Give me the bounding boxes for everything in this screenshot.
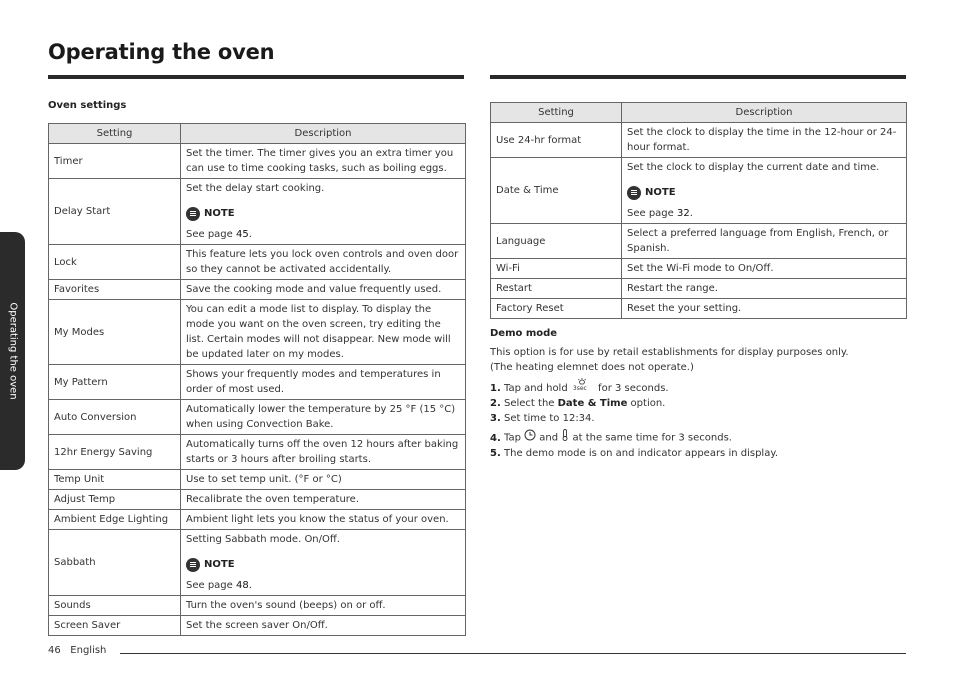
setting-description [622, 279, 907, 299]
table-row [491, 279, 907, 299]
table-row [49, 435, 466, 470]
note-prefix: See page [186, 580, 236, 591]
list-item [490, 411, 910, 426]
light-3sec-icon [571, 377, 595, 393]
setting-description [622, 299, 907, 319]
table-row [49, 280, 466, 300]
setting-description [181, 179, 466, 245]
setting-description [181, 510, 466, 530]
table-header-row [491, 103, 907, 123]
table-row [49, 470, 466, 490]
step-number: 2. [490, 398, 501, 409]
description-text: Ambient light lets you know the status of your oven. [186, 514, 449, 525]
note-label [627, 185, 901, 200]
table-row [49, 179, 466, 245]
setting-description [622, 224, 907, 259]
table-row [49, 530, 466, 596]
clock-icon [524, 429, 536, 446]
oven-settings-table [48, 123, 466, 636]
setting-description [181, 435, 466, 470]
setting-name: Auto Conversion [49, 400, 181, 435]
footer-language: English [70, 645, 107, 656]
step-text: for 3 seconds. [594, 383, 669, 394]
table-row [49, 510, 466, 530]
setting-name: Language [491, 224, 622, 259]
page-reference-link[interactable]: 45 [236, 229, 249, 240]
step-text: option. [627, 398, 666, 409]
setting-name: Favorites [49, 280, 181, 300]
table-row [491, 158, 907, 224]
description-text: Automatically lower the temperature by 25 °F (15 °C) when using Convection Bake. [186, 404, 456, 430]
column-header-description: Description [181, 124, 466, 144]
setting-name: Sabbath [49, 530, 181, 596]
description-text: You can edit a mode list to display. To display the mode you want on the oven screen, try editing the list. Certain modes will not disappear. New mode will be updated later on my modes. [186, 304, 451, 360]
description-text: Set the clock to display the current date and time. [627, 162, 880, 173]
list-item [490, 446, 910, 461]
description-text: Select a preferred language from English, French, or Spanish. [627, 228, 889, 254]
column-header-description: Description [622, 103, 907, 123]
setting-name: Date & Time [491, 158, 622, 224]
note-reference [186, 227, 460, 242]
list-item [490, 381, 910, 396]
note-icon [186, 207, 200, 221]
note-suffix: . [689, 208, 693, 219]
page-reference-link[interactable]: 48 [236, 580, 249, 591]
list-item [490, 396, 910, 411]
step-text: and [536, 432, 562, 444]
note-prefix: See page [627, 208, 677, 219]
setting-name: Restart [491, 279, 622, 299]
table-row [49, 365, 466, 400]
setting-description [181, 470, 466, 490]
list-item [490, 429, 910, 446]
setting-name: Screen Saver [49, 616, 181, 636]
page-reference-link[interactable]: 32 [677, 208, 690, 219]
setting-name: Lock [49, 245, 181, 280]
step-number: 5. [490, 448, 501, 459]
note-label [186, 206, 460, 221]
note-prefix: See page [186, 229, 236, 240]
setting-name: Timer [49, 144, 181, 179]
setting-description [181, 530, 466, 596]
setting-description [181, 616, 466, 636]
setting-name: Factory Reset [491, 299, 622, 319]
note-suffix: . [248, 229, 252, 240]
demo-mode-heading: Demo mode [490, 328, 558, 339]
description-text: Set the Wi-Fi mode to On/Off. [627, 263, 774, 274]
description-text: Save the cooking mode and value frequently used. [186, 284, 442, 295]
demo-mode-section [490, 328, 910, 461]
column-header-setting: Setting [49, 124, 181, 144]
page-title: Operating the oven [48, 40, 275, 64]
note-icon [627, 186, 641, 200]
table-header-row [49, 124, 466, 144]
description-text: This feature lets you lock oven controls and oven door so they cannot be activated accidentally. [186, 249, 459, 275]
option-name: Date & Time [557, 398, 628, 409]
setting-name: Delay Start [49, 179, 181, 245]
setting-description [181, 245, 466, 280]
note-text: NOTE [204, 559, 235, 570]
step-number: 4. [490, 432, 501, 444]
table-row [49, 616, 466, 636]
general-settings-table [490, 102, 907, 319]
step-text: Tap [504, 432, 525, 444]
step-text: Set time to 12:34. [504, 413, 595, 424]
setting-description [181, 400, 466, 435]
page-number: 46 [48, 645, 61, 656]
table-row [49, 490, 466, 510]
note-text: NOTE [204, 208, 235, 219]
description-text: Recalibrate the oven temperature. [186, 494, 360, 505]
setting-name: Temp Unit [49, 470, 181, 490]
description-text: Restart the range. [627, 283, 718, 294]
setting-description [181, 365, 466, 400]
title-rule-left [48, 75, 464, 79]
description-text: Setting Sabbath mode. On/Off. [186, 534, 340, 545]
setting-description [181, 490, 466, 510]
table-row [491, 224, 907, 259]
setting-description [181, 300, 466, 365]
setting-description [622, 123, 907, 158]
setting-name: 12hr Energy Saving [49, 435, 181, 470]
step-text: The demo mode is on and indicator appears in display. [504, 448, 779, 459]
step-number: 3. [490, 413, 501, 424]
side-tab [0, 232, 25, 470]
demo-mode-steps [490, 381, 910, 461]
column-header-setting: Setting [491, 103, 622, 123]
note-label [186, 557, 460, 572]
setting-name: My Pattern [49, 365, 181, 400]
step-number: 1. [490, 383, 501, 394]
note-suffix: . [248, 580, 252, 591]
step-text: Tap and hold [504, 383, 571, 394]
step-text: at the same time for 3 seconds. [569, 432, 732, 444]
setting-name: Ambient Edge Lighting [49, 510, 181, 530]
setting-description [622, 259, 907, 279]
description-text: Set the clock to display the time in the 12-hour or 24-hour format. [627, 127, 897, 153]
description-text: Set the delay start cooking. [186, 183, 325, 194]
setting-description [622, 158, 907, 224]
table-row [49, 596, 466, 616]
title-rule-right [490, 75, 906, 79]
setting-name: Wi-Fi [491, 259, 622, 279]
table-row [49, 144, 466, 179]
setting-description [181, 596, 466, 616]
side-tab-label: Operating the oven [7, 302, 18, 400]
description-text: Set the screen saver On/Off. [186, 620, 328, 631]
note-text: NOTE [645, 187, 676, 198]
page-footer [48, 645, 106, 656]
step-text: Select the [504, 398, 558, 409]
note-icon [186, 558, 200, 572]
footer-rule [120, 653, 906, 654]
icon-caption: 3sec [572, 385, 587, 392]
description-text: Shows your frequently modes and temperatures in order of most used. [186, 369, 441, 395]
table-row [491, 299, 907, 319]
setting-description [181, 280, 466, 300]
note-reference [186, 578, 460, 593]
setting-description [181, 144, 466, 179]
description-text: Automatically turns off the oven 12 hours after baking starts or 3 hours after broiling starts. [186, 439, 459, 465]
description-text: Turn the oven's sound (beeps) on or off. [186, 600, 386, 611]
description-text: Reset the your setting. [627, 303, 742, 314]
table-row [491, 259, 907, 279]
description-text: Set the timer. The timer gives you an extra timer you can use to time cooking tasks, such as boiling eggs. [186, 148, 454, 174]
table-row [49, 245, 466, 280]
table-row [49, 300, 466, 365]
setting-name: My Modes [49, 300, 181, 365]
setting-name: Use 24-hr format [491, 123, 622, 158]
table-row [491, 123, 907, 158]
table-row [49, 400, 466, 435]
demo-mode-intro: This option is for use by retail establishments for display purposes only. [490, 347, 849, 358]
setting-name: Adjust Temp [49, 490, 181, 510]
demo-mode-intro-note: (The heating elemnet does not operate.) [490, 362, 694, 373]
description-text: Use to set temp unit. (°F or °C) [186, 474, 342, 485]
setting-name: Sounds [49, 596, 181, 616]
note-reference [627, 206, 901, 221]
oven-settings-heading: Oven settings [48, 100, 127, 111]
